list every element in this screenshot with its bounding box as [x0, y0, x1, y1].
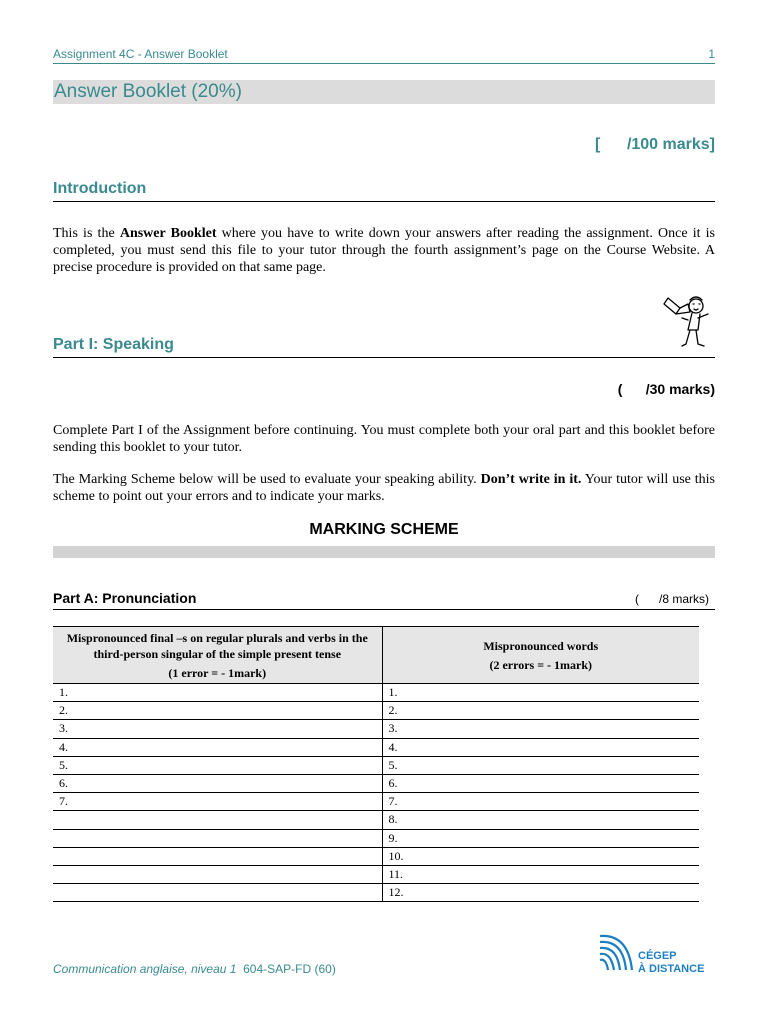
col1-cell: 7. — [53, 793, 382, 811]
table-row — [53, 684, 699, 702]
intro-text-start: This is the — [53, 226, 120, 241]
footer-course — [53, 962, 336, 976]
col2-cell: 8. — [382, 811, 699, 829]
part1-paragraph-1: Complete Part I of the Assignment before continuing. You must complete both your oral part and this booklet before sending this booklet to your tutor. — [53, 423, 715, 455]
col2-header — [382, 627, 699, 684]
page-header — [53, 47, 715, 64]
part-a-heading — [53, 590, 715, 610]
col2-cell: 6. — [382, 774, 699, 792]
col1-header-line1: Mispronounced final –s on regular plurals and verbs in the third-person singular of the simple present tense — [66, 630, 368, 661]
table-row — [53, 702, 699, 720]
table-row — [53, 884, 699, 902]
col1-cell — [53, 811, 382, 829]
table-row — [53, 811, 699, 829]
col2-cell: 12. — [382, 884, 699, 902]
col1-cell: 4. — [53, 738, 382, 756]
cegep-logo-text — [638, 950, 704, 976]
logo-line-1: CÉGEP — [638, 950, 677, 962]
col1-cell — [53, 829, 382, 847]
table-row — [53, 847, 699, 865]
introduction-heading: Introduction — [53, 180, 147, 197]
section-heading-part1 — [53, 336, 715, 358]
part1-p2-start: The Marking Scheme below will be used to evaluate your speaking ability. — [53, 472, 481, 487]
logo-line-2: À DISTANCE — [638, 963, 705, 975]
header-title: Assignment 4C - Answer Booklet — [53, 47, 228, 61]
table-header-row — [53, 627, 699, 684]
col2-cell: 3. — [382, 720, 699, 738]
intro-text-end: where you have to write down your answers after reading the assignment. Once it is completed, you must send this file to your tutor through the fourth assignment’s page on the Course Website. A precise procedure is provided on that same page. — [53, 226, 715, 275]
marking-scheme-bar — [53, 546, 715, 558]
col1-cell: 6. — [53, 774, 382, 792]
cegep-logo — [598, 930, 716, 974]
col2-cell: 9. — [382, 829, 699, 847]
col2-cell: 7. — [382, 793, 699, 811]
col1-cell: 3. — [53, 720, 382, 738]
col1-cell: 5. — [53, 756, 382, 774]
page-number: 1 — [708, 47, 715, 61]
col2-cell: 11. — [382, 865, 699, 883]
part1-marks: ( /30 marks) — [617, 381, 715, 397]
col2-header-line2: (2 errors = - 1mark) — [489, 657, 593, 672]
col1-header-line2: (1 error = - 1mark) — [168, 665, 267, 680]
table-row — [53, 720, 699, 738]
part1-p2-end: Your tutor will use this scheme to point out your errors and to indicate your marks. — [53, 472, 716, 504]
footer-course-code: 604-SAP-FD (60) — [236, 962, 336, 976]
table-row — [53, 793, 699, 811]
table-row — [53, 829, 699, 847]
table-row — [53, 865, 699, 883]
table-row — [53, 756, 699, 774]
part1-paragraph-2 — [53, 471, 715, 505]
col2-cell: 2. — [382, 702, 699, 720]
introduction-paragraph — [53, 225, 715, 276]
col2-cell: 5. — [382, 756, 699, 774]
col2-cell: 10. — [382, 847, 699, 865]
part-a-title: Part A: Pronunciation — [53, 590, 197, 606]
footer-course-name: Communication anglaise, niveau 1 — [53, 962, 237, 976]
marking-scheme-title: MARKING SCHEME — [309, 521, 459, 538]
part1-heading: Part I: Speaking — [53, 336, 174, 353]
cegep-logo-icon — [598, 930, 638, 974]
title-band — [53, 80, 715, 104]
table-row — [53, 774, 699, 792]
total-marks: [ /100 marks] — [594, 136, 715, 153]
intro-text-bold: Answer Booklet — [119, 226, 217, 241]
part-a-marks: ( /8 marks) — [634, 592, 709, 606]
part1-p2-bold: Don’t write in it. — [480, 472, 582, 487]
col1-cell: 2. — [53, 702, 382, 720]
table-row — [53, 738, 699, 756]
col1-cell — [53, 847, 382, 865]
col2-cell: 1. — [382, 684, 699, 702]
col2-header-line1: Mispronounced words — [483, 638, 599, 653]
col2-cell: 4. — [382, 738, 699, 756]
col1-cell: 1. — [53, 684, 382, 702]
col1-cell — [53, 865, 382, 883]
page-title: Answer Booklet (20%) — [54, 81, 242, 102]
section-heading-introduction — [53, 180, 715, 202]
marking-scheme-table — [53, 626, 699, 902]
col1-header — [53, 627, 382, 684]
col1-cell — [53, 884, 382, 902]
